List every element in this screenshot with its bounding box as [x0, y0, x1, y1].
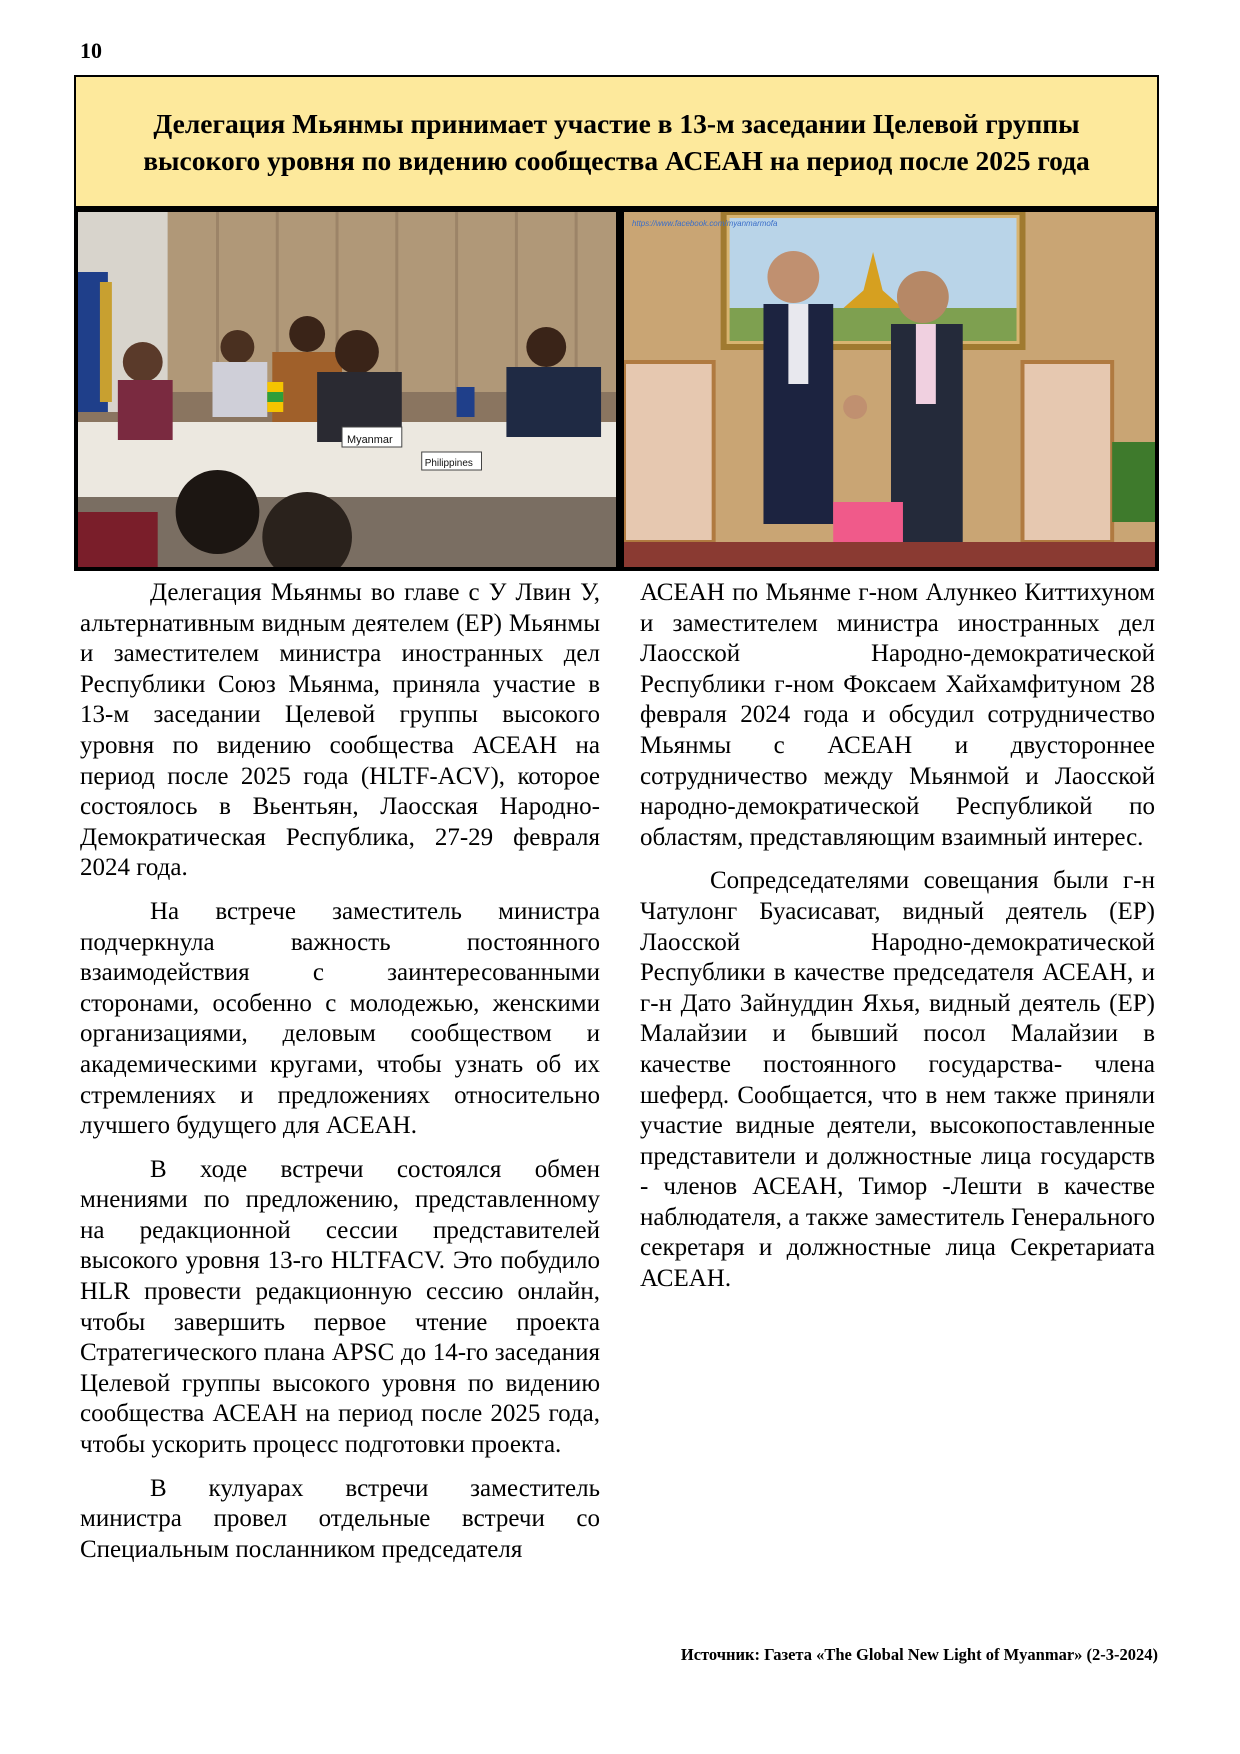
watermark-url: https://www.facebook.com/myanmarmofa — [631, 218, 778, 229]
headline: Делегация Мьянмы принимает участие в 13-м заседании Целевой группы высокого уровня по видению сообщества АСЕАН на период после 2025 года — [143, 107, 1090, 176]
page-number: 10 — [80, 38, 102, 63]
paragraph: В ходе встречи состоялся обмен мнениями по предложению, представленному на редакционной сессии представителей высокого уровня 13-го HLTFACV. Это побудило HLR провести редакционную сессию онлайн, чтобы завершить первое чтение проекта Стратегического плана APSC до 14-го заседания Целевой группы высокого уровня по видению сообщества АСЕАН на период после 2025 года, чтобы ускорить процесс подготовки проекта. — [80, 1155, 600, 1459]
paragraph: Делегация Мьянмы во главе с У Лвин У, альтернативным видным деятелем (ЕР) Мьянмы и заместителем министра иностранных дел Республики Союз Мьянма, приняла участие в 13-м заседании Целевой группы высокого уровня по видению сообщества АСЕАН на период после 2025 года (HLTF-ACV), которое состоялось в Вьентьян, Лаосская Народно-Демократическая Республика, 27-29 февраля 2024 года. — [80, 579, 600, 882]
paragraph: На встрече заместитель министра подчеркнула важность постоянного взаимодействия с заинтересованными сторонами, особенно с молодежью, женскими организациями, деловым сообществом и академическими кругами, чтобы узнать об их стремлениях и предложениях относительно лучшего будущего для АСЕАН. — [80, 897, 600, 1140]
headline-box — [74, 75, 1159, 208]
paragraph: Сопредседателями совещания были г-н Чатулонг Буасисават, видный деятель (ЕР) Лаосской Народно-демократической Республики в качестве председателя АСЕАН, и г-н Дато Зайнуддин Яхья, видный деятель (ЕР) Малайзии и бывший посол Малайзии в качестве постоянного государства- члена шеферд. Сообщается, что в нем также приняли участие видные деятели, высокопоставленные представители и должностные лица государств - членов АСЕАН, Тимор -Лешти в качестве наблюдателя, а также заместитель Генерального секретаря и должностные лица Секретариата АСЕАН. — [640, 867, 1155, 1293]
article-column-left — [80, 578, 600, 1578]
source-credit: Источник: Газета «The Global New Light of Myanmar» (2-3-2024) — [680, 1645, 1158, 1664]
handshake-photo-graphic — [624, 212, 1155, 567]
meeting-photo — [74, 208, 620, 571]
article-column-right — [640, 578, 1155, 1308]
paragraph-continuation: АСЕАН по Мьянме г-ном Алункео Киттихуном и заместителем министра иностранных дел Лаосской Народно-демократической Республики г-ном Фоксаем Хайхамфитуном 28 февраля 2024 года и обсудил сотрудничество Мьянмы с АСЕАН и двустороннее сотрудничество между Мьянмой и Лаосской народно-демократической Республикой по областям, представляющим взаимный интерес. — [640, 579, 1155, 851]
paragraph: В кулуарах встречи заместитель министра провел отдельные встречи со Специальным посланником председателя — [80, 1474, 600, 1563]
nameplate-philippines: Philippines — [424, 457, 473, 470]
nameplate-myanmar: Myanmar — [347, 433, 393, 447]
handshake-photo — [620, 208, 1159, 571]
meeting-photo-graphic — [78, 212, 616, 567]
